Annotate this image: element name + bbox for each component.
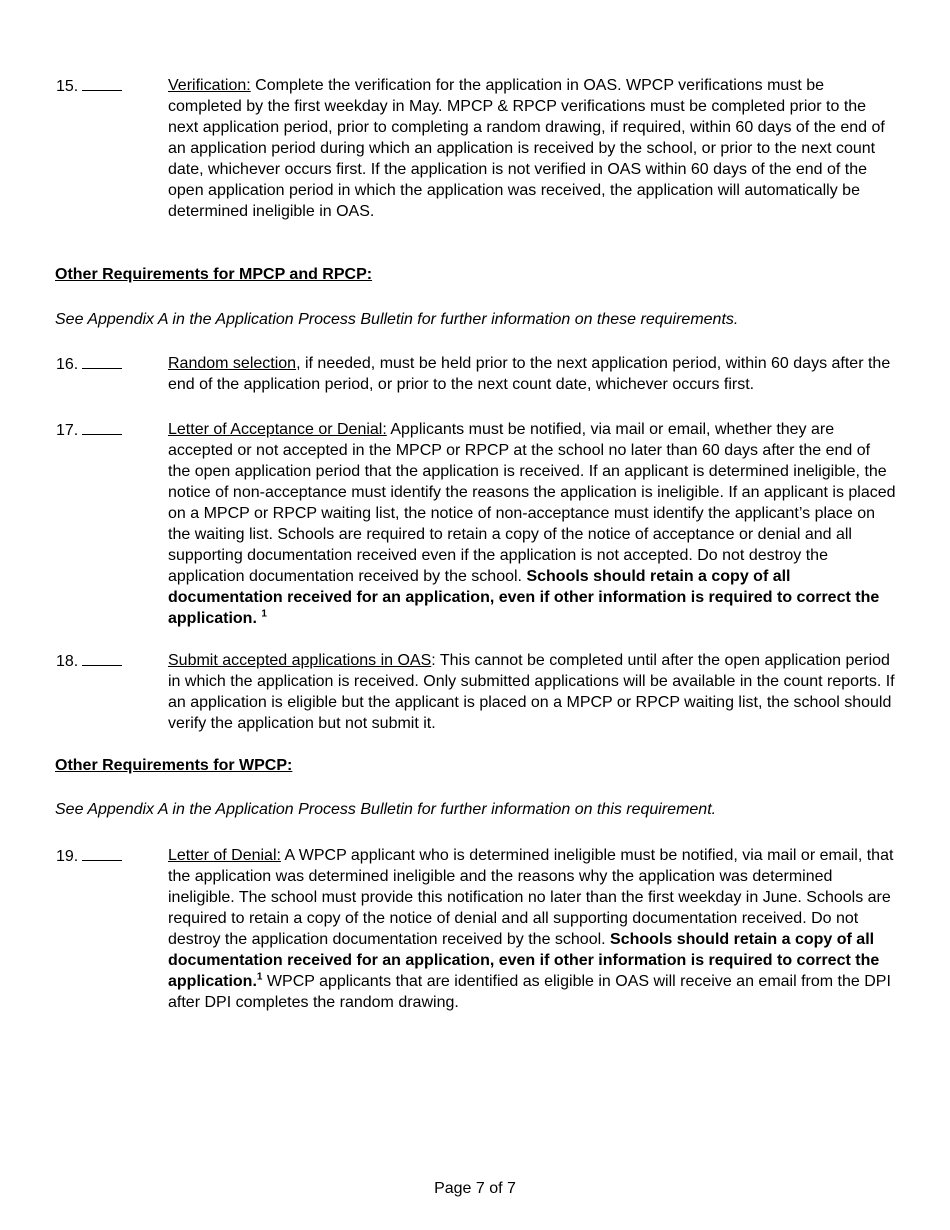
footnote-marker: 1 — [256, 971, 263, 983]
checkbox-blank — [82, 650, 122, 666]
item-title: Letter of Acceptance or Denial: — [168, 421, 387, 438]
item-title: Letter of Denial: — [168, 847, 281, 864]
item-body: A WPCP applicant who is determined ineligible must be notified, via mail or email, that the application was determined ineligible and the reasons why the application was determined ineligible. The school must provide this notification no later than the first weekday in June. Schools are required to retain a copy of the notice of denial and all supporting documentation received. Do not destroy the application documentation received by the school. — [168, 847, 894, 948]
item-bold-note: Schools should retain a copy of all documentation received for an application, even if other information is required to correct the application. — [168, 931, 880, 990]
footnote-marker: 1 — [261, 608, 267, 620]
item-bold-note: Schools should retain a copy of all documentation received for an application, even if other information is required to correct the application. — [168, 568, 880, 627]
item-number: 17. — [56, 422, 79, 439]
checkbox-blank — [82, 419, 122, 435]
list-item-17 — [56, 419, 896, 629]
item-body: Applicants must be notified, via mail or email, whether they are accepted or not accepted in the MPCP or RPCP at the school no later than 60 days after the end of the open application period that the application is received. If an applicant is determined ineligible, the notice of non-acceptance must identify the reasons the application is ineligible. If an applicant is placed on a MPCP or RPCP waiting list, the notice of non-acceptance must identify the applicant’s place on the waiting list. Schools are required to retain a copy of the notice of acceptance or denial and all supporting documentation received even if the application is not accepted. Do not destroy the application documentation received by the school. — [168, 421, 896, 585]
section-heading-wpcp: Other Requirements for WPCP: — [55, 757, 293, 774]
item-number: 16. — [56, 356, 79, 373]
item-body: Complete the verification for the application in OAS. WPCP verifications must be completed by the first weekday in May. MPCP & RPCP verifications must be completed prior to the next application period, prior to completing a random drawing, if required, within 60 days of the end of an application period during which an application is received by the school, or prior to the next count date, whichever occurs first. If the application is not verified in OAS within 60 days of the end of the open application period in which the application was received, the application will automatically be determined ineligible in OAS. — [168, 77, 885, 220]
checkbox-blank — [82, 75, 122, 91]
item-number: 15. — [56, 78, 79, 95]
item-tail: WPCP applicants that are identified as eligible in OAS will receive an email from the DPI after DPI completes the random drawing. — [168, 973, 891, 1011]
item-number: 18. — [56, 653, 79, 670]
item-title: Submit accepted applications in OAS — [168, 652, 432, 669]
section-heading-mpcp-rpcp: Other Requirements for MPCP and RPCP: — [55, 266, 373, 283]
item-title: Random selection — [168, 355, 297, 372]
item-body: : This cannot be completed until after the open application period in which the application is received. Only submitted applications will be available in the count reports. If an application is eligible but the applicant is placed on a MPCP or RPCP waiting list, the school should verify the application but not submit it. — [168, 652, 895, 732]
item-title: Verification: — [168, 77, 251, 94]
section-note-wpcp: See Appendix A in the Application Process Bulletin for further information on this requirement. — [55, 801, 717, 818]
list-item-16 — [56, 353, 896, 395]
item-body: , if needed, must be held prior to the next application period, within 60 days after the end of the application period, or prior to the next count date, whichever occurs first. — [168, 355, 891, 393]
page-footer: Page 7 of 7 — [434, 1180, 516, 1197]
list-item-15 — [56, 75, 896, 222]
checkbox-blank — [82, 845, 122, 861]
list-item-19 — [56, 845, 896, 1013]
section-note-mpcp-rpcp: See Appendix A in the Application Process Bulletin for further information on these requirements. — [55, 311, 739, 328]
list-item-18 — [56, 650, 896, 734]
checkbox-blank — [82, 353, 122, 369]
item-number: 19. — [56, 848, 79, 865]
